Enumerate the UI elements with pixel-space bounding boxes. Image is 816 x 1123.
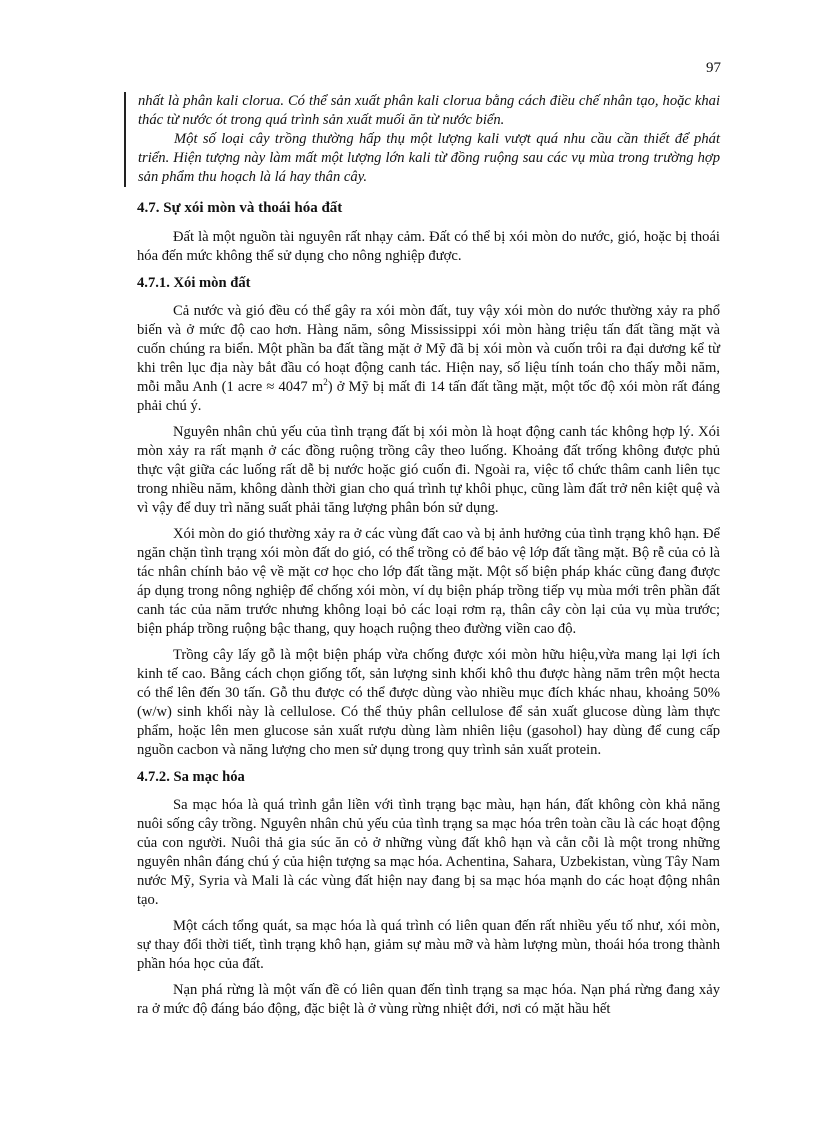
erosion-paragraph-1 <box>137 302 720 416</box>
desertification-paragraph-3: Nạn phá rừng là một vấn đề có liên quan đến tình trạng sa mạc hóa. Nạn phá rừng đang xảy ra ở mức độ đáng báo động, đặc biệt là ở vùng rừng nhiệt đới, nơi có mặt hầu hết <box>137 982 720 1017</box>
erosion-paragraph-3: Xói mòn do gió thường xảy ra ở các vùng đất cao và bị ảnh hưởng của tình trạng khô hạn. Để ngăn chặn tình trạng xói mòn đất do gió, có thể trồng cỏ để bảo vệ lớp đất tầng mặt. Bộ rễ của cỏ là tác nhân chính bảo vệ về mặt cơ học cho lớp đất tầng mặt. Một số biện pháp khác cũng đang được áp dụng trong nông nghiệp để chống xói mòn, ví dụ biện pháp trồng tiếp vụ mùa mới trên phần đất canh tác của năm trước nhưng không loại bỏ các loại rơm rạ, thân cây còn lại của vụ mùa trước; biện pháp trồng ruộng bậc thang, quy hoạch ruộng theo đường viền cao độ. <box>137 526 720 637</box>
erosion-p1-text: Cả nước và gió đều có thể gây ra xói mòn đất, tuy vậy xói mòn do nước thường xảy ra phổ biến và ở mức độ cao hơn. Hàng năm, sông Mississippi xói mòn hàng triệu tấn đất tầng mặt và cuốn chúng ra biển. Một phần ba đất tầng mặt ở Mỹ đã bị xói mòn và cuốn trôi ra đại dương kể từ khi trên lục địa này bắt đầu có hoạt động canh tác. Hiện nay, số liệu tính toán cho thấy mỗi năm, mỗi mẫu Anh (1 acre ≈ 4047 m <box>137 303 720 395</box>
section-intro-paragraph: Đất là một nguồn tài nguyên rất nhạy cảm. Đất có thể bị xói mòn do nước, gió, hoặc bị thoái hóa đến mức không thể sử dụng cho nông nghiệp được. <box>137 229 720 264</box>
desertification-paragraph-2: Một cách tổng quát, sa mạc hóa là quá trình có liên quan đến rất nhiều yếu tố như, xói mòn, sự thay đổi thời tiết, tình trạng khô hạn, giảm sự màu mỡ và hàm lượng mùn, thoái hóa trong thành phần hóa học của đất. <box>137 918 720 972</box>
italic-quote-block <box>124 92 720 187</box>
subsection-1-heading: 4.7.1. Xói mòn đất <box>137 275 251 291</box>
erosion-paragraph-2: Nguyên nhân chủ yếu của tình trạng đất bị xói mòn là hoạt động canh tác không hợp lý. Xói mòn xảy ra rất mạnh ở các đồng ruộng trồng cây theo luống. Khoảng đất trống không được phủ thực vật giữa các luống rất dễ bị nước hoặc gió cuốn đi. Ngoài ra, việc tổ chức thâm canh liên tục trong nhiều năm, không dành thời gian cho quá trình tự khôi phục, cũng làm đất trở nên kiệt quệ và vì vậy để duy trì năng suất phải tăng lượng phân bón sử dụng. <box>137 424 720 516</box>
section-heading: 4.7. Sự xói mòn và thoái hóa đất <box>137 200 343 216</box>
superscript-2: 2 <box>323 377 328 388</box>
quote-paragraph-1: nhất là phân kali clorua. Có thể sản xuất phân kali clorua bằng cách điều chế nhân tạo, hoặc khai thác từ nước ót trong quá trình sản xuất muối ăn từ nước biển. <box>138 93 720 128</box>
page-content <box>137 92 720 1026</box>
page-number: 97 <box>706 60 721 76</box>
desertification-paragraph-1: Sa mạc hóa là quá trình gắn liền với tình trạng bạc màu, hạn hán, đất không còn khả năng nuôi sống cây trồng. Nguyên nhân chủ yếu của tình trạng sa mạc hóa trên toàn cầu là các hoạt động của con người. Nuôi thả gia súc ăn cỏ ở những vùng đất khô hạn và cằn cỗi là một trong những nguyên nhân đáng chú ý của hiện tượng sa mạc hóa. Achentina, Sahara, Uzbekistan, vùng Tây Nam nước Mỹ, Syria và Mali là các vùng đất hiện nay đang bị sa mạc hóa mạnh do các hoạt động nhân tạo. <box>137 797 720 908</box>
subsection-2-heading: 4.7.2. Sa mạc hóa <box>137 769 245 785</box>
erosion-paragraph-4: Trồng cây lấy gỗ là một biện pháp vừa chống được xói mòn hữu hiệu,vừa mang lại lợi ích kinh tế cao. Bằng cách chọn giống tốt, sản lượng sinh khối khô thu được hàng năm trên một hecta có thể lên đến 30 tấn. Gỗ thu được có thể được dùng vào nhiều mục đích khác nhau, khoảng 50% (w/w) sinh khối này là cellulose. Có thể thủy phân cellulose để sản xuất glucose dùng làm thực phẩm, hoặc lên men glucose sản xuất rượu dùng làm nhiên liệu (gasohol) hay dùng để cung cấp nguồn cacbon và năng lượng cho men sử dụng trong quy trình sản xuất protein. <box>137 647 720 758</box>
quote-paragraph-2: Một số loại cây trồng thường hấp thụ một lượng kali vượt quá nhu cầu cần thiết để phát triển. Hiện tượng này làm mất một lượng lớn kali từ đồng ruộng sau các vụ mùa trong trường hợp sản phẩm thu hoạch là lá hay thân cây. <box>138 131 720 185</box>
erosion-p1-text-end: ) ở Mỹ bị mất đi 14 tấn đất tầng mặt, một tốc độ xói mòn rất đáng phải chú ý. <box>137 379 720 414</box>
